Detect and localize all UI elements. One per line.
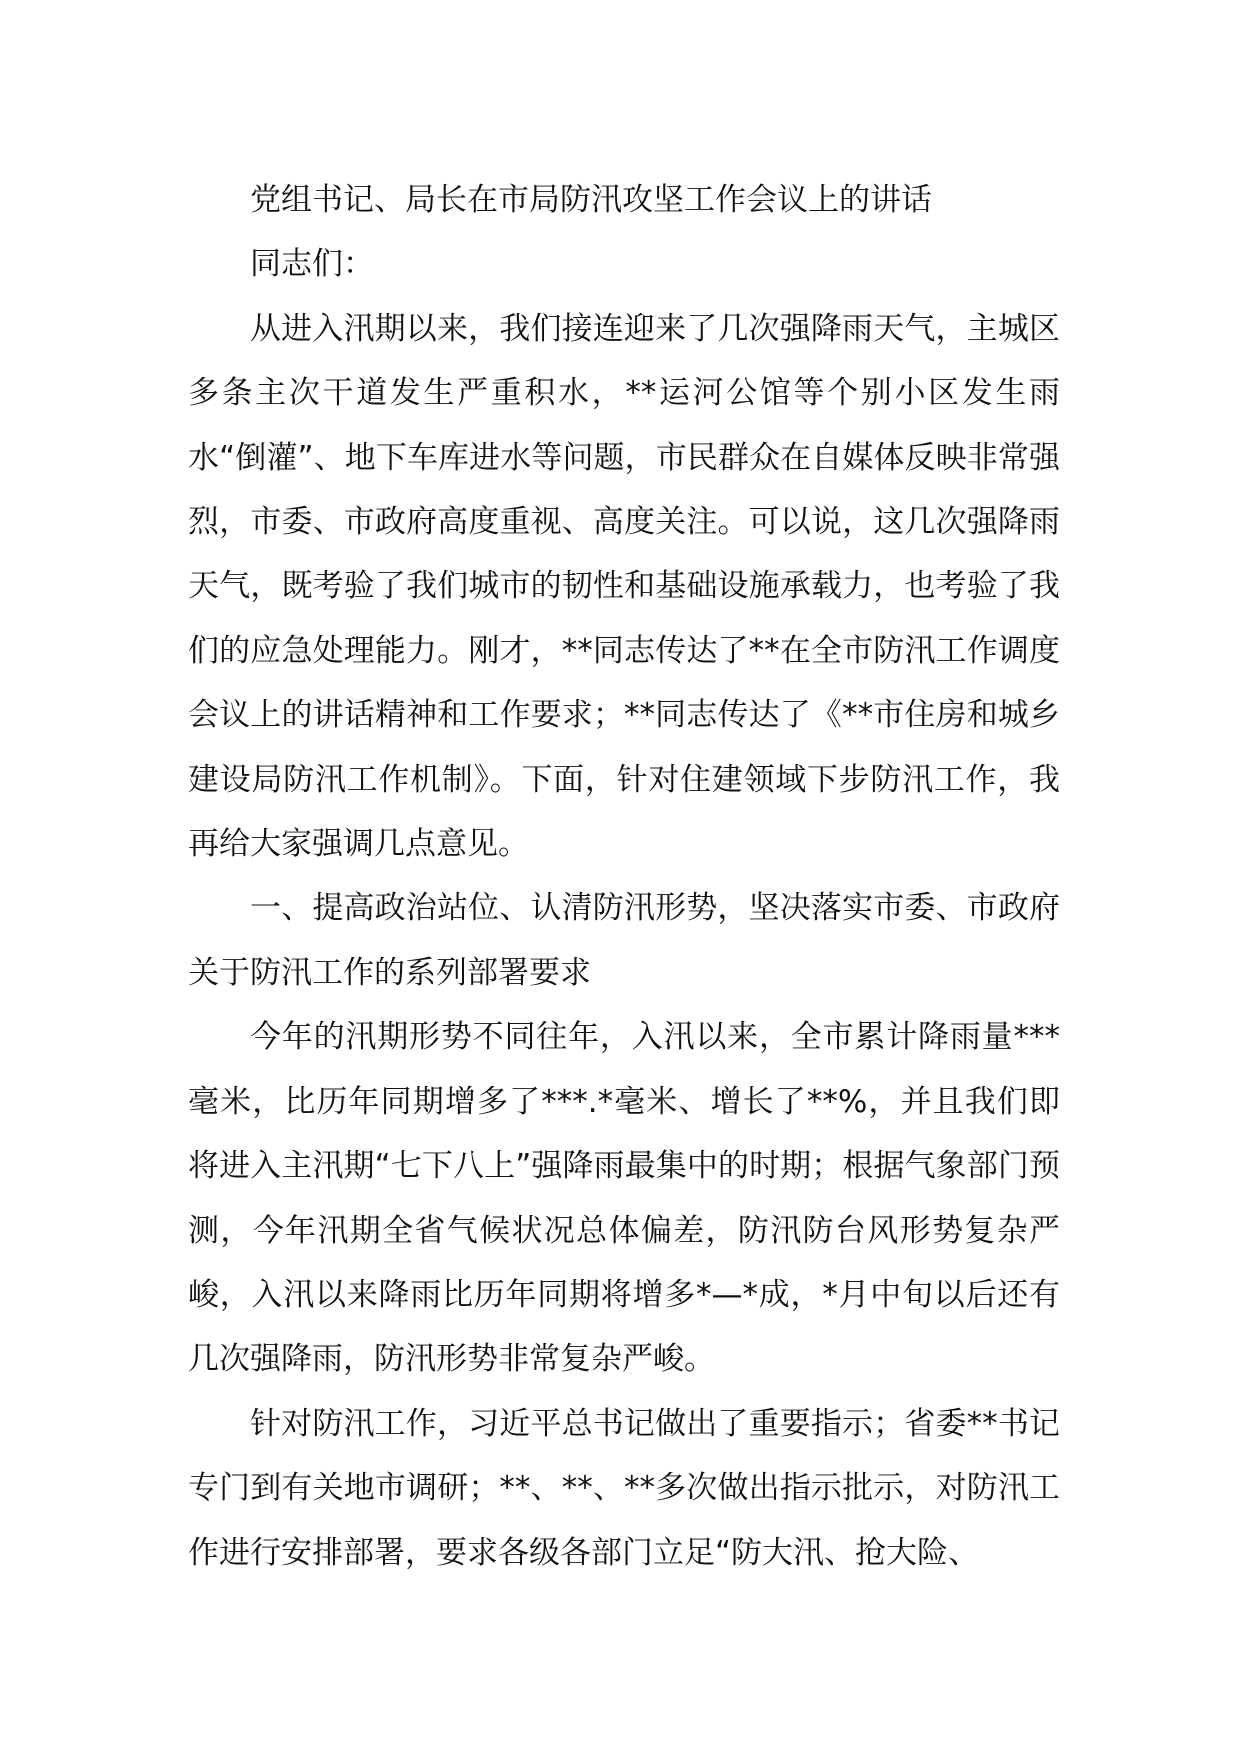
section-heading: 一、提高政治站位、认清防汛形势，坚决落实市委、市政府关于防汛工作的系列部署要求 bbox=[188, 890, 1060, 991]
document-title: 党组书记、局长在市局防汛攻坚工作会议上的讲话 bbox=[250, 182, 932, 218]
paragraph: 从进入汛期以来，我们接连迎来了几次强降雨天气，主城区多条主次干道发生严重积水，**运河公馆等个别小区发生雨水“倒灌”、地下车库进水等问题，市民群众在自媒体反映非常强烈，市委、市政府高度重视、高度关注。可以说，这几次强降雨天气，既考验了我们城市的韧性和基础设施承载力，也考验了我们的应急处理能力。刚才，**同志传达了**在全市防汛工作调度会议上的讲话精神和工作要求；**同志传达了《**市住房和城乡建设局防汛工作机制》。下面，针对住建领域下步防汛工作，我再给大家强调几点意见。 bbox=[188, 310, 1060, 863]
paragraph: 针对防汛工作，习近平总书记做出了重要指示；省委**书记专门到有关地市调研；**、**、**多次做出指示批示，对防汛工作进行安排部署，要求各级各部门立足“防大汛、抢大险、 bbox=[188, 1405, 1060, 1571]
salutation: 同志们： bbox=[250, 246, 374, 283]
paragraph: 今年的汛期形势不同往年，入汛以来，全市累计降雨量***毫米，比历年同期增多了***.*毫米、增长了**%，并且我们即将进入主汛期“七下八上”强降雨最集中的时期；根据气象部门预测，今年汛期全省气候状况总体偏差，防汛防台风形势复杂严峻，入汛以来降雨比历年同期将增多*—*成，*月中旬以后还有几次强降雨，防汛形势非常复杂严峻。 bbox=[188, 1019, 1060, 1378]
document-body bbox=[188, 168, 1060, 1585]
